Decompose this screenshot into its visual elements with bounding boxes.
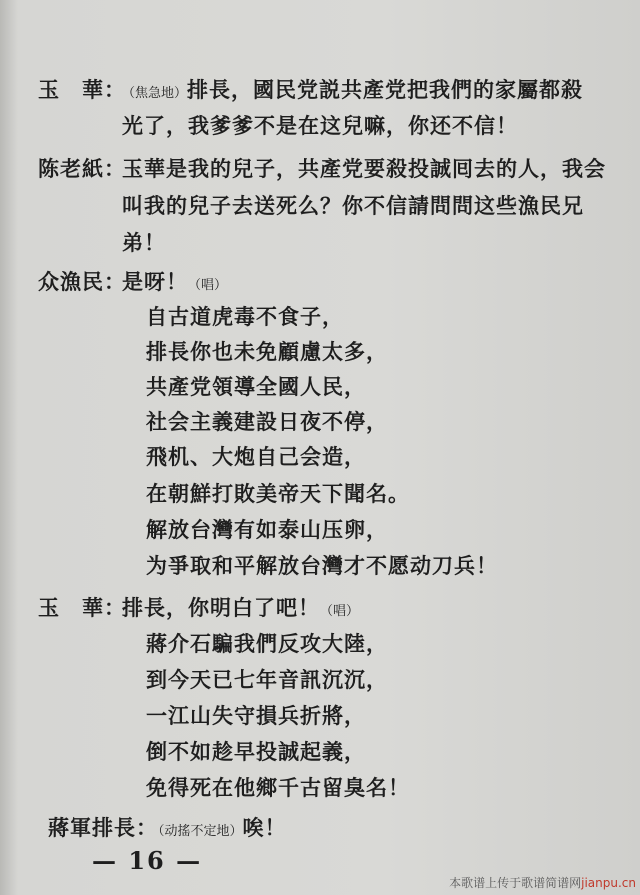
watermark: 本歌谱上传于歌谱简谱网jianpu.cn: [449, 876, 636, 890]
dialogue-line: 排長，你明白了吧！（唱）: [122, 595, 360, 620]
speaker-yuhua: 玉 華：: [38, 595, 126, 620]
dialogue-line: 弟！: [122, 230, 166, 255]
song-line: 在朝鮮打敗美帝天下聞名。: [146, 481, 410, 506]
song-line: 飛机、大炮自己会造，: [146, 444, 366, 469]
song-line: 社会主義建設日夜不停，: [146, 409, 388, 434]
stage-direction: （焦急地）: [122, 86, 188, 101]
dialogue-line: 叫我的兒子去送死么？你不信請問問这些漁民兄: [122, 193, 584, 218]
song-line: 倒不如趁早投誠起義，: [146, 739, 366, 764]
song-line: 蔣介石騙我們反攻大陸，: [146, 631, 388, 656]
speaker-chenlaozhi: 陈老紙：: [38, 156, 126, 181]
page-number: — 16 —: [92, 846, 203, 875]
speaker-fishermen: 众漁民：: [38, 269, 126, 294]
stage-direction: （动搖不定地）: [158, 824, 243, 839]
speaker-yuhua: 玉 華：: [38, 77, 126, 102]
speaker-chiang-officer: 蔣軍排長：（动搖不定地）唉！: [48, 815, 287, 840]
song-line: 一江山失守損兵折將，: [146, 703, 366, 728]
dialogue-line: 是呀！（唱）: [122, 269, 228, 294]
stage-direction: （唱）: [188, 278, 228, 293]
song-line: 共產党領導全國人民，: [146, 374, 366, 399]
dialogue-line: 玉華是我的兒子，共產党要殺投誠囘去的人，我会: [122, 156, 606, 181]
dialogue-line: （焦急地）排長，國民党説共產党把我們的家屬都殺: [122, 77, 584, 102]
song-line: 解放台灣有如泰山压卵，: [146, 517, 388, 542]
song-line: 到今天已七年音訊沉沉，: [146, 667, 388, 692]
song-line: 免得死在他鄉千古留臭名！: [146, 775, 410, 800]
dialogue-line: 光了，我爹爹不是在这兒嘛，你还不信！: [122, 113, 518, 138]
song-line: 排長你也未免顧慮太多，: [146, 339, 388, 364]
song-line: 为爭取和平解放台灣才不愿动刀兵！: [146, 553, 498, 578]
watermark-url[interactable]: jianpu.cn: [581, 876, 636, 890]
stage-direction: （唱）: [320, 604, 360, 619]
song-line: 自古道虎毒不食子，: [146, 304, 344, 329]
